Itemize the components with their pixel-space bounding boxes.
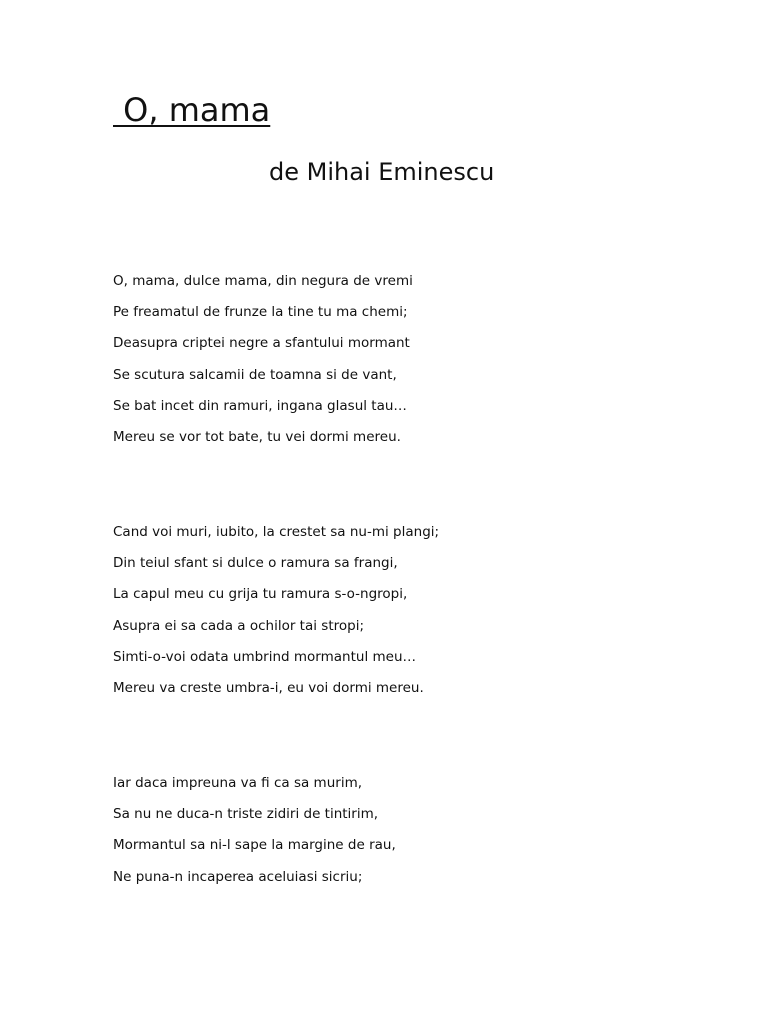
verse-line: La capul meu cu grija tu ramura s-o-ngropi, <box>113 586 408 603</box>
poem-title: O, mama <box>113 91 271 129</box>
verse-line: Se bat incet din ramuri, ingana glasul tau… <box>113 397 407 414</box>
stanza-1 <box>113 270 413 457</box>
verse-line: Mereu se vor tot bate, tu vei dormi mereu. <box>113 428 401 445</box>
verse-line: Simti-o-voi odata umbrind mormantul meu… <box>113 648 417 665</box>
verse-line: Deasupra criptei negre a sfantului mormant <box>113 335 410 352</box>
verse-line: O, mama, dulce mama, din negura de vremi <box>113 273 413 289</box>
poem-author: de Mihai Eminescu <box>269 158 495 186</box>
verse-line: Din teiul sfant si dulce o ramura sa frangi, <box>113 555 398 572</box>
verse-line: Pe freamatul de frunze la tine tu ma chemi; <box>113 304 408 321</box>
verse-line: Mereu va creste umbra-i, eu voi dormi mereu. <box>113 679 424 696</box>
verse-line: Ne puna-n incaperea aceluiasi sicriu; <box>113 868 363 885</box>
verse-line: Iar daca impreuna va fi ca sa murim, <box>113 775 363 791</box>
verse-line: Mormantul sa ni-l sape la margine de rau, <box>113 837 396 854</box>
verse-line: Se scutura salcamii de toamna si de vant, <box>113 366 397 383</box>
verse-line: Asupra ei sa cada a ochilor tai stropi; <box>113 617 365 634</box>
stanza-3 <box>113 772 396 897</box>
verse-line: Sa nu ne duca-n triste zidiri de tintirim, <box>113 806 379 823</box>
stanza-2 <box>113 521 439 708</box>
verse-line: Cand voi muri, iubito, la crestet sa nu-mi plangi; <box>113 524 440 540</box>
